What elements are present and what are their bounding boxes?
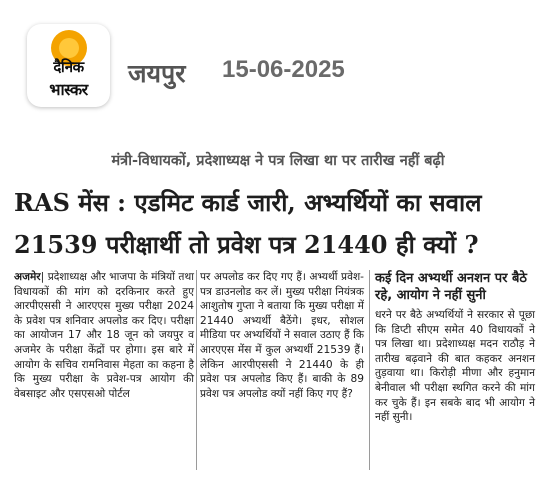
- logo-text-line2: भास्कर: [49, 80, 88, 99]
- edition-city: जयपुर: [128, 59, 186, 88]
- edition-date: 15-06-2025: [222, 56, 345, 83]
- column-divider: [196, 270, 197, 470]
- headline-line1: RAS मेंस : एडमिट कार्ड जारी, अभ्यर्थियों का सवाल: [14, 188, 482, 217]
- sidebar-text: धरने पर बैठे अभ्यर्थियों ने सरकार से पूछा कि डिप्टी सीएम समेत 40 विधायकों ने पत्र लिखा था। प्रदेशाध्यक्ष मदन राठौड़ ने तारीख बढ़वाने की बात कहकर अनशन तुड़वाया था। किरोड़ी मीणा और हनुमान बेनीवाल भी परीक्षा स्थगित करने की मांग कर चुके हैं। इन सबके बाद भी आयोग ने नहीं सुनी।: [375, 309, 535, 424]
- column-2-text: पर अपलोड कर दिए गए हैं। अभ्यर्थी प्रवेश-पत्र डाउनलोड कर लें। मुख्य परीक्षा नियंत्रक आशुतोष गुप्ता ने बताया कि मुख्य परीक्षा में 21440 अभ्यर्थी बैठेंगे। इधर, सोशल मीडिया पर अभ्यर्थियों ने सवाल उठाए हैं कि आरएएस मेंस में कुल अभ्यर्थी 21539 हैं। लेकिन आरपीएससी ने 21440 के ही प्रवेश पत्र अपलोड किए हैं। बाकी के 89 प्रवेश पत्र अपलोड क्यों नहीं किए गए हैं?: [200, 271, 364, 400]
- article-column-2: [200, 270, 364, 401]
- article-column-1: [14, 270, 194, 401]
- news-article: [0, 140, 543, 481]
- headline-line2: 21539 परीक्षार्थी तो प्रवेश पत्र 21440 ही क्यों ?: [14, 230, 479, 259]
- logo-text-line1: दैनिक: [53, 58, 84, 76]
- sidebar-column: [375, 270, 535, 425]
- dateline: अजमेर: [14, 271, 41, 283]
- column-1-text: | प्रदेशाध्यक्ष और भाजपा के मंत्रियों तथा विधायकों की मांग को दरकिनार करते हुए आरपीएससी ने आरएएस मुख्य परीक्षा 2024 के प्रवेश पत्र शनिवार अपलोड कर दिए। परीक्षा का आयोजन 17 और 18 जून को जयपुर व अजमेर के परीक्षा केंद्रों पर होगा। इस बारे में आयोग के सचिव रामनिवास मेहता का कहना है कि मुख्य परीक्षा के प्रवेश-पत्र आयोग की वेबसाइट और एसएसओ पोर्टल: [14, 271, 194, 400]
- sidebar-heading: कई दिन अभ्यर्थी अनशन पर बैठे रहे, आयोग ने नहीं सुनी: [375, 271, 527, 303]
- article-kicker: मंत्री-विधायकों, प्रदेशाध्यक्ष ने पत्र लिखा था पर तारीख नहीं बढ़ी: [111, 153, 445, 169]
- dainik-bhaskar-logo: [27, 24, 110, 107]
- masthead: [0, 0, 543, 120]
- column-divider: [369, 270, 370, 470]
